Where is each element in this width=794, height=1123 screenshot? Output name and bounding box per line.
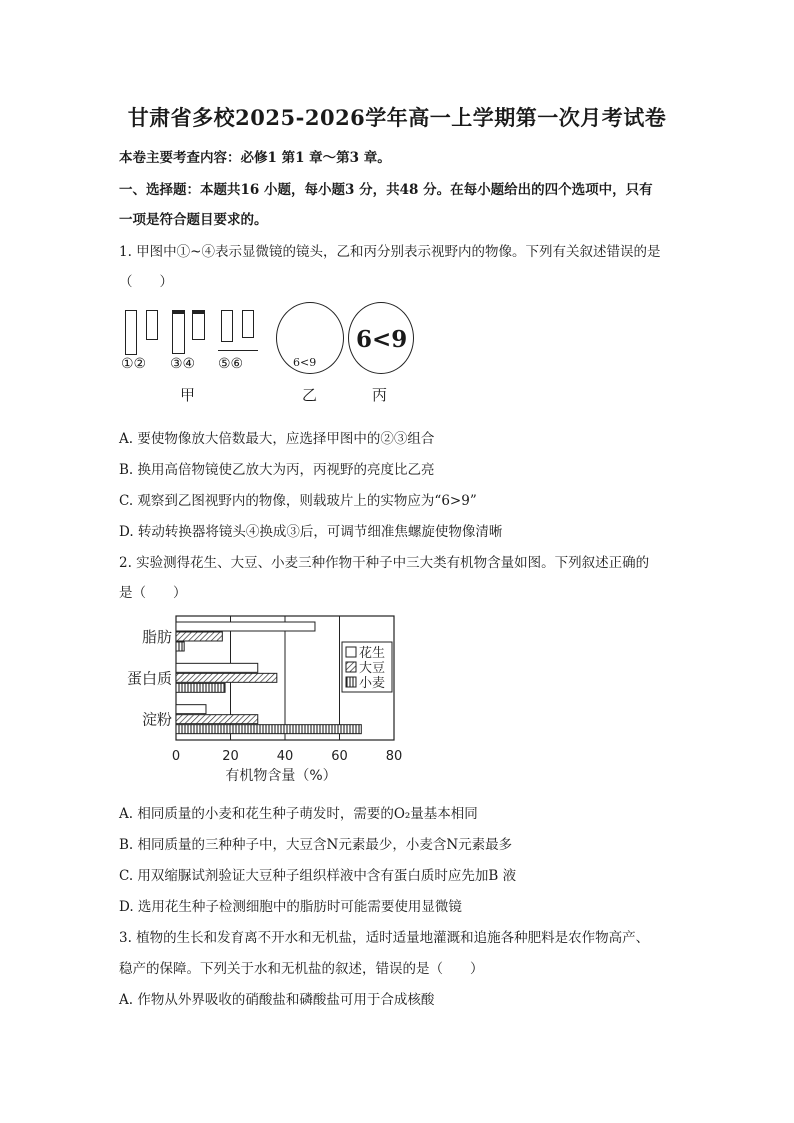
chart-category-label: 淀粉 [141, 710, 172, 729]
q1-stem-1: 1. 甲图中①~④表示显微镜的镜头，乙和丙分别表示视野内的物像。下列有关叙述错误的是 [119, 244, 661, 260]
chart-x-tick-label: 60 [331, 749, 348, 764]
lens-baseline [218, 350, 258, 351]
chart-x-tick-label: 80 [385, 749, 403, 764]
chart-category-label: 脂肪 [141, 628, 172, 646]
chart-legend-label: 大豆 [359, 661, 386, 676]
chart-legend-label: 小麦 [359, 676, 386, 691]
chart-x-axis-label: 有机物含量（%） [225, 768, 337, 784]
chart-bar [176, 663, 258, 672]
lens-4 [192, 310, 205, 340]
q1-stem-2: （ ） [119, 274, 173, 290]
chart-bar [176, 705, 206, 714]
q2-option-b: B. 相同质量的三种种子中，大豆含N元素最少，小麦含N元素最多 [119, 837, 513, 853]
lens-numbers-3-4: ③④ [170, 356, 196, 372]
caption-yi: 乙 [302, 386, 318, 404]
q2-option-d: D. 选用花生种子检测细胞中的脂肪时可能需要使用显微镜 [119, 899, 462, 915]
chart-bar [176, 683, 225, 692]
lens-5 [221, 310, 233, 342]
page-title: 甘肃省多校2025-2026学年高一上学期第一次月考试卷 [127, 105, 667, 130]
q1-option-c: C. 观察到乙图视野内的物像，则载玻片上的实物应为“6>9” [119, 493, 477, 509]
chart-legend-swatch [346, 677, 356, 687]
q2-stem-2: 是（ ） [119, 585, 187, 601]
chart-legend-swatch [346, 647, 356, 657]
nutrient-chart [126, 608, 426, 793]
lens-3 [172, 310, 185, 354]
q2-option-a: A. 相同质量的小麦和花生种子萌发时，需要的O₂量基本相同 [119, 806, 478, 822]
chart-x-tick-label: 40 [276, 749, 294, 764]
q1-option-b: B. 换用高倍物镜使乙放大为丙，丙视野的亮度比乙亮 [119, 462, 435, 478]
lens-numbers-5-6: ⑤⑥ [218, 356, 244, 372]
lens-numbers-1-2: ①② [121, 356, 147, 372]
exam-scope: 本卷主要考查内容：必修1 第1 章～第3 章。 [119, 150, 391, 166]
section-instructions-1: 一、选择题：本题共16 小题，每小题3 分，共48 分。在每小题给出的四个选项中，只有 [119, 182, 653, 198]
chart-bar [176, 632, 222, 641]
section-instructions-2: 一项是符合题目要求的。 [119, 212, 268, 228]
q3-option-a: A. 作物从外界吸收的硝酸盐和磷酸盐可用于合成核酸 [119, 992, 435, 1008]
caption-jia: 甲 [180, 386, 196, 404]
q3-stem-1: 3. 植物的生长和发育离不开水和无机盐，适时适量地灌溉和追施各种肥料是农作物高产、 [119, 930, 650, 946]
nutrient-chart-svg [126, 608, 426, 793]
lens-2 [146, 310, 158, 340]
q3-stem-2: 稳产的保障。下列关于水和无机盐的叙述，错误的是（ ） [119, 961, 484, 977]
q1-option-a: A. 要使物像放大倍数最大，应选择甲图中的②③组合 [119, 431, 435, 447]
view-bing-image: 6<9 [356, 326, 408, 353]
chart-category-label: 蛋白质 [126, 669, 172, 688]
chart-bar [176, 642, 184, 651]
chart-x-tick-label: 0 [171, 749, 181, 764]
chart-x-tick-label: 20 [222, 749, 239, 764]
view-yi-image: 6<9 [293, 356, 317, 369]
chart-bar [176, 673, 277, 682]
q1-option-d: D. 转动转换器将镜头④换成③后，可调节细准焦螺旋使物像清晰 [119, 524, 503, 540]
q2-option-c: C. 用双缩脲试剂验证大豆种子组织样液中含有蛋白质时应先加B 液 [119, 868, 517, 884]
chart-bar [176, 725, 361, 734]
caption-bing: 丙 [372, 386, 388, 404]
chart-legend-label: 花生 [359, 646, 386, 661]
lens-6 [242, 310, 254, 338]
q2-stem-1: 2. 实验测得花生、大豆、小麦三种作物干种子中三大类有机物含量如图。下列叙述正确的 [119, 555, 650, 571]
chart-bar [176, 622, 315, 631]
lens-1 [125, 310, 137, 355]
chart-bar [176, 715, 258, 724]
microscope-figure [118, 300, 438, 410]
chart-legend-swatch [346, 662, 356, 672]
